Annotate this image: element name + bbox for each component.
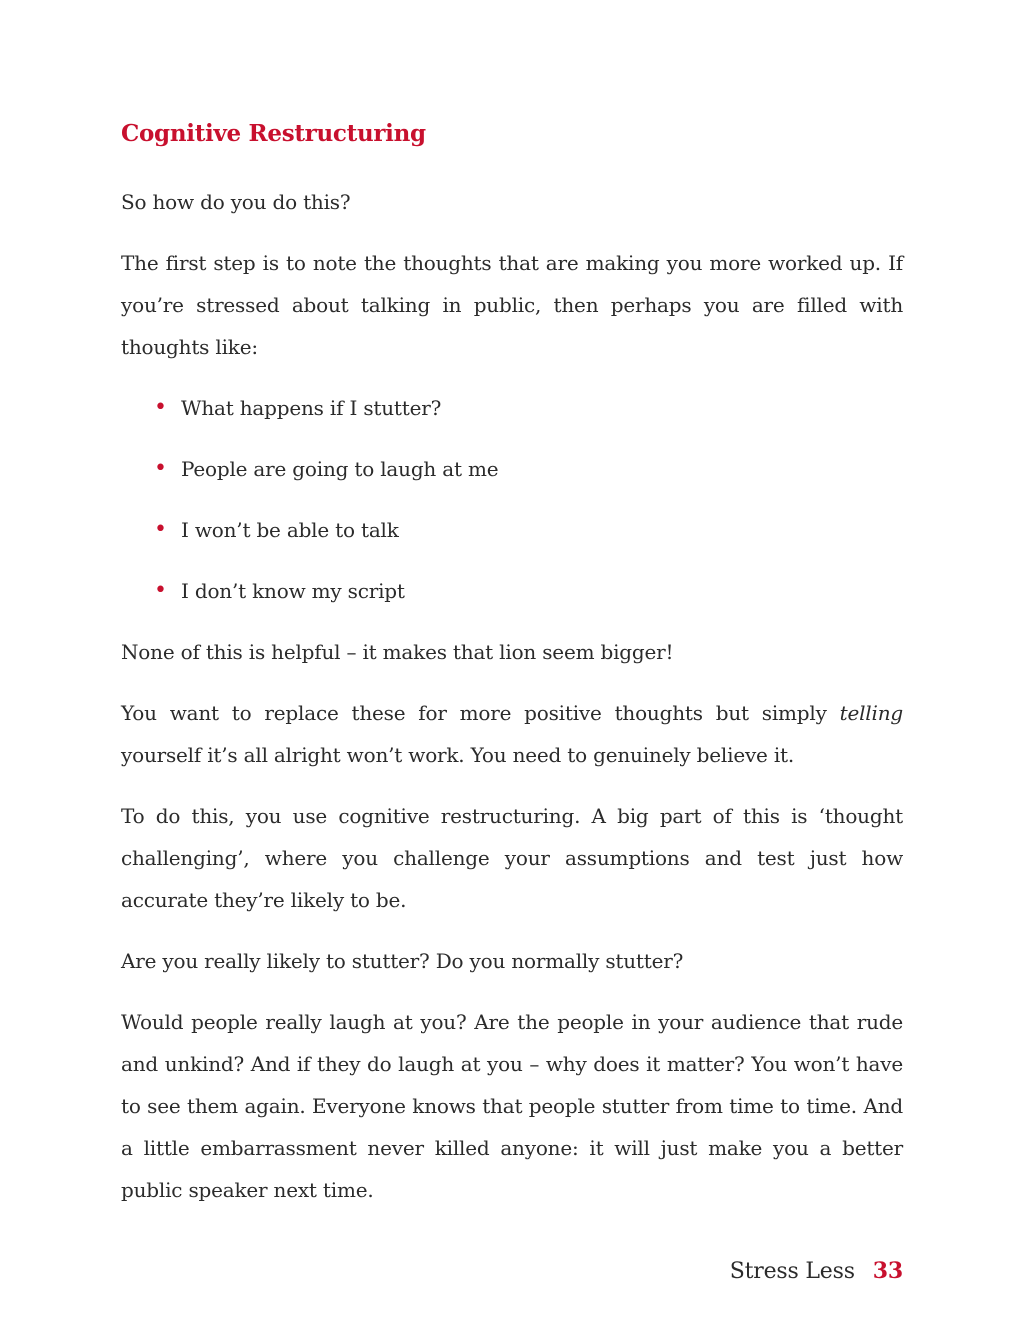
list-item	[121, 387, 903, 429]
list-item-text: I won’t be able to talk	[181, 518, 399, 542]
running-title: Stress Less	[729, 1259, 855, 1284]
section-heading: Cognitive Restructuring	[121, 120, 426, 147]
list-item	[121, 448, 903, 490]
paragraph-5: To do this, you use cognitive restructuring. A big part of this is ‘thought challenging’, where you challenge your assumptions and test just how accurate they’re likely to be.	[121, 804, 903, 912]
list-item	[121, 509, 903, 551]
bullet-icon: •	[154, 395, 167, 420]
paragraph-4-end: yourself it’s all alright won’t work. You need to genuinely believe it.	[121, 743, 795, 767]
list-item-text: People are going to laugh at me	[181, 457, 499, 481]
paragraph-7: Would people really laugh at you? Are the people in your audience that rude and unkind? And if they do laugh at you – why does it matter? You won’t have to see them again. Everyone knows that people stutter from time to time. And a little embarrassment never killed anyone: it will just make you a better public speaker next time.	[121, 1010, 903, 1202]
bullet-icon: •	[154, 456, 167, 481]
list-item-text: What happens if I stutter?	[181, 396, 442, 420]
page-number: 33	[872, 1258, 903, 1284]
paragraph-4	[121, 692, 903, 776]
paragraph-2: The first step is to note the thoughts that are making you more worked up. If you’re stressed about talking in public, then perhaps you are filled with thoughts like:	[121, 251, 903, 359]
list-item-text: I don’t know my script	[181, 579, 405, 603]
paragraph-4-start: You want to replace these for more positive thoughts but simply	[121, 701, 840, 725]
emphasis-telling: telling	[839, 701, 903, 725]
paragraph-1: So how do you do this?	[121, 190, 351, 214]
thought-list	[121, 387, 903, 612]
page-footer	[730, 1254, 903, 1289]
paragraph-6: Are you really likely to stutter? Do you normally stutter?	[121, 949, 684, 973]
list-item	[121, 570, 903, 612]
page-content	[121, 117, 903, 1230]
bullet-icon: •	[154, 578, 167, 603]
bullet-icon: •	[154, 517, 167, 542]
paragraph-3: None of this is helpful – it makes that lion seem bigger!	[121, 640, 674, 664]
